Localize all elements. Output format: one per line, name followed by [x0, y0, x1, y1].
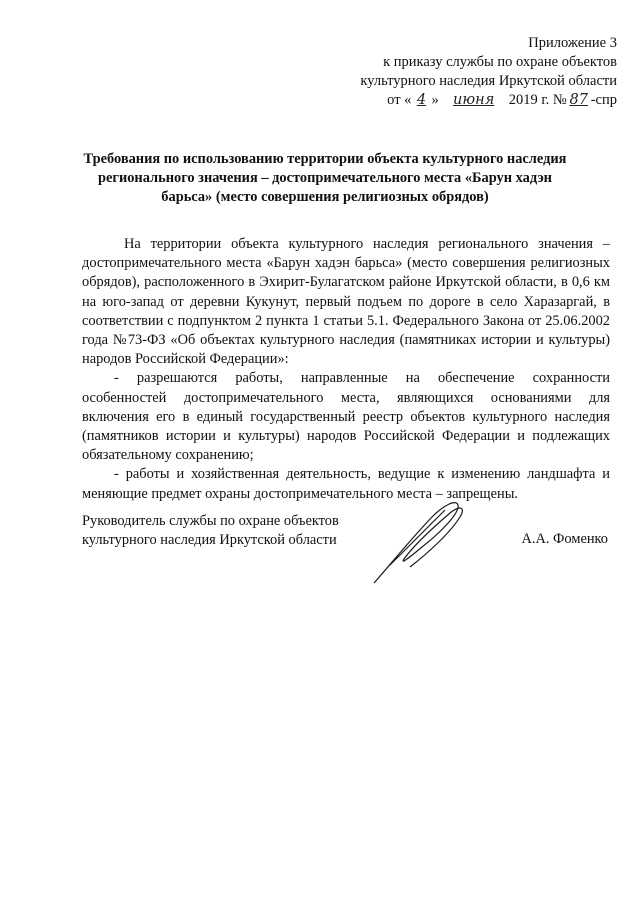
- annex-date-line: [360, 91, 617, 110]
- body-intro: На территории объекта культурного наследия регионального значения – достопримечательного места «Барун хадэн барьса» (место совершения религиозных обрядов), расположенного в Эхирит-Булагатском районе Иркутской области, в 0,6 км на юго-запад от деревни Кукунут, первый подъем по дороге в село Харазаргай, в соответствии с подпунктом 2 пункта 1 статьи 5.1. Федерального Закона от 25.06.2002 года №73-ФЗ «Об объектах культурного наследия (памятниках истории и культуры) народов Российской Федерации»:: [82, 236, 610, 368]
- handwritten-signature-icon: [370, 495, 470, 587]
- position-line-1: Руководитель службы по охране объектов: [82, 513, 339, 529]
- annex-header: [360, 34, 617, 110]
- document-body: [82, 235, 610, 504]
- position-line-2: культурного наследия Иркутской области: [82, 532, 337, 548]
- date-month: июня: [453, 92, 495, 108]
- document-title: Требования по использованию территории объекта культурного наследия регионального значения – достопримечательного места «Барун хадэн барьса» (место совершения религиозных обрядов): [83, 151, 567, 205]
- order-number: 87: [569, 92, 588, 108]
- annex-order-ref: к приказу службы по охране объектов: [383, 54, 617, 70]
- signer-name: А.А. Фоменко: [521, 531, 608, 547]
- date-prefix: от «: [387, 92, 412, 108]
- order-suffix: -спр: [590, 92, 617, 108]
- date-mid: »: [431, 92, 439, 108]
- signature-position: [82, 512, 339, 550]
- date-day: 4: [416, 92, 427, 108]
- body-item-forbidden: - работы и хозяйственная деятельность, ведущие к изменению ландшафта и меняющие предмет охраны достопримечательного места – запрещены.: [82, 466, 610, 502]
- annex-org: культурного наследия Иркутской области: [360, 73, 617, 89]
- annex-number: Приложение 3: [528, 35, 617, 51]
- date-year: 2019 г. №: [508, 92, 567, 108]
- body-item-allowed: - разрешаются работы, направленные на обеспечение сохранности особенностей достопримечательного места, являющихся основаниями для включения его в единый государственный реестр объектов культурного наследия (памятников истории и культуры) народов Российской Федерации и подлежащих обязательному сохранению;: [82, 370, 610, 464]
